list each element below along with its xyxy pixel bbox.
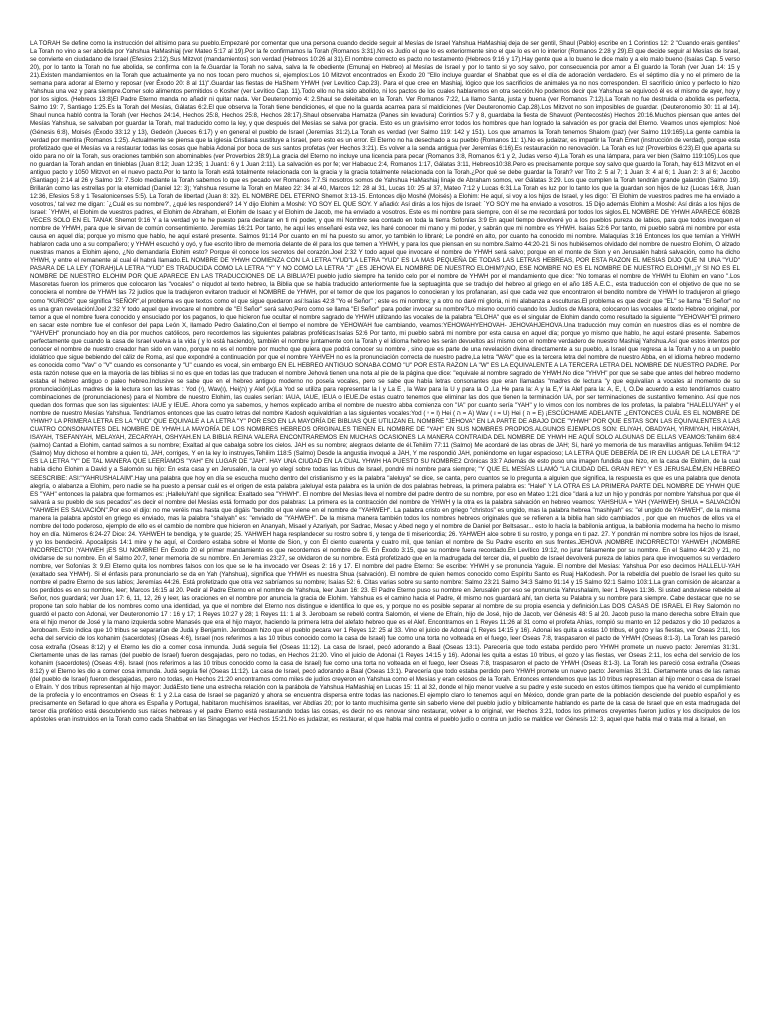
body-paragraph: LA TORAH Se define como la instrucción del altísimo para su pueblo.Empezaré por comentar que una persona cuando decide seguir al Mesías de Israel Yahshua HaMashiaj deja de ser gentil, Shaul (Pablo) escribe en 1 Corintios 12: 2 "Cuando erais gentiles" La Torah no vino a ser abolida por Yahshua HaMashiaj (ver Mateo 5:17 al 19).Por la fe confirmamos la Torah (Romanos 3:31).No es Judío el que lo es exteriormente sino el que lo es en lo interior (Romanos 2:28 y 29).El que decide seguir al Mesías de Israel, se convierte en ciudadano de Israel (Efesios 2:12).Sus Mitzvot (mandamientos) son verdad (Hebreos 10:26 al 31).El nombre correcto es pacto no testamento (Hebreos 9:16 y 17).Hay gente que a lo bueno le dice malo y a elo malo bueno (Isaías Cap. 5 verso 20), por lo tanto la Torah no fue abolida, se confirma con la fe.Guardar la Torah no salva, salva la fe obediente (Emunaj en Hebreo) al Mesías de Israel y por lo tanto si yo soy salvo, por consecuencia por amor a Él guardo la Torah (ver Juan 14: 15 y 21).Existen mandamientos en la Torah que actualmente ya no nos tocan pero muchos si, ejemplos:Los 10 Mitzvot encontrados en Éxodo 20 "Ello incluye guardar el Shabbat que es el día de adoración verdadero. Es el séptimo día y no el primero de la semana para adorar al Eterno y reposar (ver Éxodo 20: 8 al 11)".Guardar las fiestas de HaShem YHWH (ver Levítico Cap.23). Para el que cree en Mashiaj, lógico que los sacrificios de animales ya no nos corresponden. El sacrificio único y perfecto lo hizo Yahshua una vez y para siempre.Comer solo alimentos permitidos o Kosher (ver Levítico Cap. 11).Todo ello no ha sido abolido, ni los pactos de los cuales hablaremos en otra sección.No podemos decir que Yahshua se equivocó él es el mismo de ayer, hoy y por los siglos. (Hebreos 13:8)El Padre Eterno manda no añadir ni quitar nada. Ver Deuteronomio 4: 2.Shaul se deleitaba en la Torah. Ver Romanos 7:22, La llamo Santa, justa y buena (ver Romanos 7:12).La Torah no fue destruida o abolida es perfecta, Salmo 19: 7, Santiago 1:25.Es la Torah del Mesías, Gálatas 6:2.El que observa la Torah tiene bendiciones, el que no la guarda acarrea para sí maldiciones (Ver Deuteronomio Cap.28).Los Mitzvot no son imposibles de guardar. (Deuteronomio 30: 11 al 14). Shaul nunca habló contra la Torah (ver Hechos 24:14, Hechos 25:8, Hechos 25:8, Hechos 28:17).Shaul observaba Hamatza (Panes sin levadura) Corintios 5:7 y 8, guardaba la fiesta de Shavuot (Pentecostés) Hechos 20:16.Muchos piensan que antes del Mesías Yahshua, se salvaban por guardar la Torah, mal traducido como la ley, y que después del Mesías se salva por gracia. Esto es un gravísimo error todos los hombres que han logrado la salvación es por gracia del Eterno. Veamos unos ejemplos: Noé (Génesis 6:8), Moisés (Éxodo 33:12 y 13), Gedeón (Jueces 6:17) y en general el pueblo de Israel (Jeremías 31:2).La Torah es verdad (ver Salmo 119: 142 y 151). Los que amamos la Torah tenemos Shalom (paz) (ver Salmo 119:165).La gente cambia la verdad por mentira (Romanos 1:25). Actualmente se piensa que la iglesia Cristiana sustituye a Israel, pero esto es un error. El Eterno no ha desechado a su pueblo (Romanos 11: 1).No es judaizar, es impartir la Torah Emet (instrucción de verdad), porque esta profetizado que el Mesías va a restaurar todas las cosas que había Adonai por boca de sus santos profetas (ver Hechos 3:21). Es volver a la senda antigua (ver Jeremías 6:16).Es restauración no renovación. La Torah es luz (Proverbios 6:23).El que aparta su oído para no oír la Torah, sus oraciones también son abominables (ver Proverbios 28:9).La gracia del Eterno no incluye una licencia para pecar (Romanos 3:8, Romanos 6:1 y 2, Judas verso 4).La Torah es una lámpara, para ver bien (Salmo 119:105).Los que no guardan la Torah andan en tinieblas (Juan 8:12; Juan 12:35; 1 Juan1: 6 y 1 Juan 2:11). La salvación es por fe; ver Habacuc 2:4, Romanos 1:17, Gálatas 3:11, Hebreos10:38.Pero es precisamente porque soy salvo que guardo la Torah, hay 613 Mitzvot en el antiguo pacto y 1050 Mitzvot en el nuevo pacto.Por lo tanto la Torah está totalmente relacionada con la gracia y la gracia totalmente relacionada con la Torah.¿Por qué se debe guardar la Torah? ver Tito 2: 5 al 7; 1 Juan 3: 4 al 6; 1 Juan 2: 3 al 6; Jacobo (Santiago) 2:14 al 26 y Salmo 19: 7.Solo mediante la Torah sabemos lo que es pecado ver Romanos 7:7.Si nosotros somos de Yahshua HaMashiaj linaje de Abraham somos, ver Gálatas 3:29. Los que cumplen la Torah tendrán grande galardón (Salmo 19). Brillarán como las estrellas por la eternidad (Daniel 12: 3); Yahshua resume la Torah en Mateo 22: 34 al 40, Marcos 12: 28 al 31, Lucas 10: 25 al 37, Mateo 7:12 y Lucas 6:31.La Torah es luz por lo tanto los que la guardan son hijos de luz (Lucas 16:8, Juan 12:36, Efesios 5:8 y 1 Tesalonicenses 5:5). La Torah de libertad (Juan 8: 32). EL NOMBRE DEL ETERNO Shemot 3:13-15. Entonces dijo Moshé (Moisés) a Elohim: He aquí, si voy a los hijos de Israel, y les digo: `El Elohim de vuestros padres me ha enviado a vosotros,' tal vez me digan: `¿Cuál es su nombre?', ¿qué les responderé? 14 Y dijo Elohim a Moshé: YO SOY EL QUE SOY. Y añadió: Así dirás a los hijos de Israel: `YO SOY me ha enviado a vosotros. 15 Dijo además Elohim a Moshé: Así dirás a los hijos de Israel: `YHWH, el Elohim de vuestros padres, el Elohim de Abraham, el Elohim de Isaac y el Elohim de Jacob, me ha enviado a vosotros. Este es mi nombre para siempre, con él se me recordará por todos los siglos.EL NOMBRE DE YHWH APARECE 6082B VECES SOLO EN EL TANAK Shemot 9:16 Y a la verdad yo te he puesto para declarar en ti mi poder, y que mi Nombre sea contado en toda la tierra Sofonías 3:9 En aquel tiempo devolveré yo a los pueblos pureza de labios, para que todos invoquen el nombre de YHWH, para que le sirvan de común consentimiento. Jeremías 16:21 Por tanto, he aquí les enseñaré esta vez, les haré conocer mi mano y mi poder, y sabrán que mi nombre es YHWH. Isaías 52:6 Por tanto, mi pueblo sabrá mi nombre por esta causa en aquel día; porque yo mismo que hablo, he aquí estaré presente. Salmos 91:14 Por cuanto en mí ha puesto su amor, yo también lo libraré; Le pondré en alto, por cuanto ha conocido mi nombre. Malaquías 3:16 Entonces los que temían a YHWH hablaron cada uno a su compañero; y YHWH escuchó y oyó, y fue escrito libro de memoria delante de él para los que temen a YHWH, y para los que piensan en su nombre.Salmo 44:20-21 Si nos hubiésemos olvidado del nombre de nuestro Elohim, O alzado nuestras manos a Elohim ajeno, ¿No demandaría Elohim esto? Porque él conoce los secretos del corazón.Joel 2:32 Y todo aquel que invocare el nombre de YHWH será salvo; porque en el monte de Sion y en Jerusalén habrá salvación, como ha dicho YHWH, y entre el remanente al cual él habrá llamado.EL NOMBRE DE YHWH COMIENZA CON LA LETRA "YUD"LA LETRA "YUD" ES LA MAS PEQUEÑA DE TODAS LAS LETRAS HEBREAS, POR ESTA RAZON EL MESIAS DIJO QUE NI UNA "YUD" PASARA DE LA LEY (TORAH)LA LETRA "YUD" ES TRADUCIDA COMO LA LETRA "Y" Y NO COMO LA LETRA "J" ¿ES JEHOVA EL NOMBRE DE NUESTRO ELOHIM?¡NO, ESE NOMBRE NO ES EL NOMBRE DE NUESTRO ELOHIM!,,¡Y SI NO ES EL NOMBRE DE NUESTRO ELOHIM POR QUE APARECE EN LAS TRADUCCIONES DE LA BIBLIA?El pueblo judío siempre ha tenido celo por el nombre de YHWH por el mandamiento que dice: "No tomaras el nombre de YHWH tu Elohim en vano ".Los Masoretas fueron los primeros que colocaron las "vocales" o niqudot al texto hebreo, la Biblia que se había traducido anteriormente fue la septuaginta que se tradujo del hebreo al griego en el año 185 A.E.C., esta traducción con el objetivo de que no se conociera el nombre de YHWH las 72 judíos que la tradujeron evitaron traducir el NOMBRE de YHWH, por el temor de que los paganos lo conocieran y los profanaran, así que cada vez que encontraron el bendito nombre de YHWH lo tradujeron al griego como "KURIOS" que significa "SEÑOR",el problema es que textos como el que sigue quedaron así:Isaías 42:8 "Yo el Señor" ; este es mi nombre; y a otro no daré mi gloria, ni mi alabanza a esculturas.El problema es que decir que "EL" se llama "El Señor" no es una gran revelación!Joel 2:32 Y todo aquel que invocare el nombre de "El Señor" será salvo;Pero como se llama "El Señor" para poder invocar su nombre?Lo mismo ocurrió cuando los Judíos de Masora, colocaron las vocales al texto Hebreo original, por temor a que el nombre fuera conocido y ensuciado por los paganos, lo que hicieron fue ocultar el nombre sagrado de YHWH utilizando las vocales de la palabra "ELOHA" que es el singular de Elohim dando como resultado la siguiente "YEHOVAH"El primero en sacar este nombre fue el confesor del papa León X, llamado Pedro Galatino,Con el tiempo el nombre de YEHOWAH fue cambiando, veamos:YEHOWAHYEHOVAH- JEHOVAHJEHOVA.Una traducción muy común en nuestros días es el nombre de "YAHVEH" pronunciado hoy en día por muchos católicos, pero recordemos las siguientes palabras proféticas:Isaías 52:6 Por tanto, mi pueblo sabrá mi nombre por esta causa en aquel día; porque yo mismo que hablo, he aquí estaré presente. Sabemos perfectamente que cuando la casa de Israel vuelva a la vida ( y lo está haciendo), también el nombre juntamente con la Torah y el idioma hebreo les serán devueltos así mismo con el nombre verdadero de nuestro Mashiaj Yahshua.Así que estos intentos por conocer el nombre de nuestro creador han sido en vano, porque no es el nombre por mucho que quiera que podrá conocer su nombre , sino que es parte de una revelación divina directamente a su pueblo, a Israel que regresa a la Torah y no a un pueblo idolátrico que sigue bebiendo del cáliz de Roma, así que expondré a continuación por que el nombre YAHVEH no es la pronunciación correcta de nuestro padre,La letra "WAV" que es la tercera letra del nombre de nuestro Abba, en el idioma hebreo moderno es conocida como "Vav" o "V" cuando es consonante y "U" cuando es vocal, sin embargo EN EL HEBREO ANTIGUO SONABA COMO "U" POR ESTA RAZON LA "W" ES LA EQUIVALENTE A LA TERCERA LETRA DEL NOMBRE DE NUESTRO PADRE. Por esta razón notese que en la mayoría de las biblias si no es que en todas las que traducen el nombre Jehová tienen una nota al pie de la página que dice: "equivale al nombre sagrado de YHWH.No dice "YHVH" por que se sabe que antes del hebreo moderno estaba el hebreo antiguo o paleo hebreo.Inclusive se sabe que en el hebreo antiguo moderno no poseía vocales, pero se sabe que había letras consonantes que eran llamadas "madres de lectura "y que equivalían a vocales al momento de su pronunciación)Las madres de la lectura son las letras : Yod (י), Wav(ו), Hei(ה) y Alef (א)La Yod se utiliza para representar la I y La E , la Wav para la U y para la O ,La He para la: A y la E,Y la Alef para la: A, E, I, O.De acuerdo a esto tendríamos cuatro combinaciones de (pronunciaciones) para el Nombre de nuestro Elohim, las cuales serían: IAUA, IAUE, IEUA o IEUE.De estas cuatro tenemos que eliminar las dos que tienen la terminación UA, por ser terminaciones de sustantivo femenino. Así que nos quedan dos formas que son las siguientes: IAUE y IEUE. Ahora como ya sabemos, y hemos explicado arriba el nombre de nuestro abba comienza con "IA" por cuanto sería "YAH" y lo vimos con los nombres de los profetas, la palabra "HALELUYAH" y el nombre de nuestro Mesías Yahshua. Tendríamos entonces que las cuatro letras del nombre Kadosh equivaldrían a las siguientes vocales:Yod ( י = I) Hei ( ה = A) Wav ( ו = U) Hei ( ה = E) ¡ESCÚCHAME ADELANTE ,¿ENTONCES CUÁL ES EL NOMBRE DE YHWH? LA PRIMERA LETRA ES LA "YUD" QUE EQUIVALE A LA LETRA "Y" POR ESO EN LA MAYORÍA DE BIBLIAS QUE UTILIZAN EL NOMBRE "JEHOVA" EN LA PARTE DE ABAJO DICE "YHWH" POR QUE ESTAS SON LAS EQUIVALENTES A LAS CUATRO CONSONANTES DEL NOMBRE DE YHWH.LA MAYORÍA DE LOS NOMBRES HEBREOS ORIGINALES TIENEN EL NOMBRE DE "YAH" EN SUS NOMBRES PROPIOS.ALGUNOS EJEMPLOS SON: ELIYAH, OBADYAH, YIRMIYAH, HIKAYAH, ISAYAH, TSEFANYAH, MELAYAH, ZECARYAH, OSHYAH.EN LA BIBLIA REINA VALERA ENCONTRAREMOS EN MUCHAS OCASIONES LA MANERA CONTRAIDA DEL NOMBRE DE YHWH HE AQUÍ SOLO ALGUNAS DE ELLAS VEAMOS:Tehilim 68:4 (salmo) Cantad a Elohim, cantad salmos a su nombre; Exaltad al que cabalga sobre los cielos. JAH es su nombre; alegraos delante de él.Tehilim 77:11 (Salmo) Me acordaré de las obras de JAH; Sí, haré yo memoria de tus maravillas antiguas.Tehilim 94:12 (Salmo) Muy dichoso el hombre a quien tú, JAH, corriges, Y en la ley lo instruyes,Tehilim 118:5 (Salmo) Desde la angustia invoqué a JAH, Y me respondió JAH, poniéndome en lugar espacioso; LA LETRA QUE DEBERÍA DE IR EN LUGAR DE LA LETRA "J" ES LA LETRA "Y" DE TAL MANERA QUE LEERÍAMOS "YAH" EN LUGAR DE "JAH". HAY UNA CIUDAD EN LA CUAL YHWH HA PUESTO SU NOMBRE2 Crónicas 33:7 Además de esto puso una imagen fundida que hizo, en la casa de Elohim, de la cual había dicho Elohim a David y a Salomón su hijo: En esta casa y en Jerusalén, la cual yo elegí sobre todas las tribus de Israel, pondré mi nombre para siempre; "Y QUE EL MESÍAS LLAMÓ "LA CIUDAD DEL GRAN REY" Y ES JERUSALÉM,EN HEBREO SEESCRIBE: ASI:"YAHRUSHALAIM".Hay una palabra que hoy en día se escucha mucho dentro del cristianismo y es la palabra "aleluya" se dice, se canta, pero cuantos se lo pregunta a alguien que significa, la respuesta es que es una palabra que denota alegría, o alabanza a Elohim, pero nadie se ha puesto a pensar cuál es el origen de esta palabra ¡aleluya! esta palabra es la unión de dos palabras hebreas, la primera palabra es: "Halel" Y LA OTRA ES LA PRIMERA PARTE DEL NOMBRE DE YHWH QUE ES "YAH" entonces la palabra que formamos es: ¡HalleluYah! que significa: Exaltado sea "YHWH". El nombre del Mesías lleva el nombre del padre dentro de su nombre, por eso en Mateo 1:21 dice "dará a luz un hijo y pondrás por nombre Yahshua por que él salvará a su pueblo de sus pecados".es decir el nombre del Mesías está formado por dos palabras: La primera es la contracción del nombre de YHWH y la otra es la palabra salvación en hebreo veamos: YAHSHUA = YAH (YAHWEH) SHUA = SALVACIÓN "YAHWEH ES SALVACIÓN".Por eso el dijo: no me veréis mas hasta que digáis "bendito el que viene en el nombre de "YAHWEH". La palabra cristo en griego "christos" es ungido, mas la palabra hebrea "mashiyah" es: "el ungido de YAHWEH", de la misma manera la palabra apóstol en griego es enviado, mas la palabra "shalyah" es: "enviado de "YAHWEH". De la misma manera también todos los nombres hebreos originales que se refieren a la biblia han sido cambiados , por que en muchos de ellos va el nombre del todo poderoso, ejemplo de ello es el cambio de nombre que hicieron en Ananyah, Misael y Azariyah, por Sadrac, Mesac y Abed nego y el nombre de Daniel por Beltsasar... esto lo hacía la babilonia antigua, la babilonia moderna ha hecho lo mismo hoy en día. Números 6:24-27 Dice: 24. YAHWEH te bendiga, y te guarde; 25. YAHWEH haga resplandecer su rostro sobre ti, y tenga de ti misericordia; 26. YAHWEH alce sobre ti su rostro, y ponga en ti paz. 27. Y pondrán mi nombre sobre los hijos de Israel, y yo los bendeciré. Apocalipsis 14:1 mire y he aquí, el Cordero estaba sobre el Monte de Sion, y con Él ciento cuarenta y cuatro mil, que tenían el nombre de Su Padre escrito en sus frentes.JEHOVA ¡NOMBRE INCORRECTO! YAHWEH ¡NOMBRE INCORRECTO! ;YAHWEH ¡ES SU NOMBRE! En Éxodo 20 el primer mandamiento es que recordemos el nombre de Él. En Éxodo 3:15, que su nombre fuera recordado.En Levítico 19:12, no jurar falsamente por su nombre. En el Salmo 44:20 y 21, no olvidarse de su nombre. En el Salmo 20:7, tener memoria de su nombre. En Jeremías 23:27, se olvidaron de su nombre. Está profetizado que en la madrugada del tercer día, el pueblo de Israel devolverá pureza de labios para que invoquemos su verdadero nombre, ver Sofonías 3: 9.El Eterno quita los nombres falsos con los que se le ha invocado ver Oseas 2: 16 y 17. El nombre del padre Eterno: Se escribe: YHWH y se pronuncia Yaguie. El nombre del Mesías: Yahshua Por eso decimos HALLELU-YAH (exaltado sea YHWH). Si el énfasis para pronunciarlo se da en Yah (Yahshua), significa que YHWH es nuestra Shua (salvación). El nombre de quien hemos conocido como Espíritu Santo es Ruaj HaKodesh. Por la rebeldía del pueblo de Israel les quito su nombre el padre Eterno de sus labios; Jeremías 44:26. Está profetizado que otra vez sabríamos su nombre; Isaías 52: 6. Citas varias sobre su santo nombre: Salmo 23:21 Salmo 34:3 Salmo 91:14 y 15 Salmo 92:1 Salmo 103:1.La gran comisión de alcanzar a los perdidos es en su nombre, leer; Marcos 16:15 al 20. Pedir al Padre Eterno en el nombre de Yahshua, leer Juan 16: 23. El Padre Eterno puso su nombre en Jerusalén por eso se pronuncia Yahrushalaim, leer 1 Reyes 11:36. Si usted anduviese rebelde al Señor, nos guardará; ver Juan 17: 6, 11, 12, 26 y leer, las oraciones en el nombre por anuncia la gracia de Elohim. Yahshua es el camino hacia el Padre, él mismo nos guardará ahí, tan cierta su Palabra y su nombre para siempre. Cabe destacar que no se propone tan solo hablar de los nombres como una identidad, ya que el nombre del Eterno nos distingue e identifica lo que es, y porque no es posible separar al nombre de su propia esencia y definición.Las DOS CASAS DE ISRAEL El Rey Salomón no guardó el pacto con Adonai, ver Deuteronomio 17 : 16 y 17; 1 Reyes 10:27 y 28; 1 Reyes 11: 1 al 3. Jeroboam se rebeló contra Salomón, el viene de Efraín, hijo de José, hijo de Jacob, ver Génesis 48: 5 al 20. Jacob puso la mano derecha sobre Efraín que era el hijo menor de José y la mano izquierda sobre Manasés que era el hijo mayor, haciendo la primera letra del alefato hebreo que es el Alef. Encontramos en 1 Reyes 11:26 al 31 como el profeta Ahías, rompió su manto en 12 pedazos y dio 10 pedazos a Jeroboam. Esto indica que 10 tribus se separarían de Judá y Benjamín. Jeroboam hizo que el pueblo pecara ver 1 Reyes 12: 25 al 33. Vino el juicio de Adonai (1 Reyes 14:15 y 16). Adonai les quita a estas 10 tribus, el gozo y las fiestas, ver Oseas 2:11, los echa del servicio de los kohanim (sacerdotes) (Oseas 4:6), Israel (nos referimos a las 10 tribus conocido como la casa de Israel) fue como una torta no volteada en el fuego, leer Oseas 7:8, traspasaron el pacto de YHWH (Oseas 8:1-3). La Torah les pareció cosa extraña (Oseas 8:12) y el Eterno les dio a comer cosa inmunda. Judá seguía fiel (Oseas 11:12). La casa de Israel, pecó adorando a Baal (Oseas 13:1). Parecería que todo estaba perdido pero YHWH promete un nuevo pacto: Jeremías 31:31. Ciertamente unas de las ramas (del pueblo de Israel) fueron desgajadas, pero no todas, en Hechos 21:20. Vino el juicio de Adonai (1 Reyes 14:15 y 16). Adonai les quita a estas 10 tribus, el gozo y las fiestas, ver Oseas 2:11, los echa del servicio de los kohanim (sacerdotes) (Oseas 4:6). Israel (nos referimos a las 10 tribus conocido como la casa de Israel) fue como una torta no volteada en el fuego, leer Oseas 7:8, traspasaron el pacto de YHWH (Oseas 8:1-3). La Torah les pareció cosa extraña (Oseas 8:12) y el Eterno les dio a comer cosa inmunda. Judá seguía fiel (Oseas 11:12). La casa de Israel, pecó adorando a Baal (Oseas 13:1). Parecería que todo estaba perdido pero YHWH promete un nuevo pacto: Jeremías 31:31. Ciertamente unas de las ramas (del pueblo de Israel) fueron desgajadas, pero no todas, en Hechos 21:20 encontramos como miles de judíos creyeron en Yahshua como el Mesías y eran celosos de la Torah. Entonces entendemos que las 10 tribus representan al hijo menor o casa de Israel o Efraín. Y dos tribus representan al hijo mayor: JudáEsto tiene una estrecha relación con la parábola de Yahshua HaMashiaj en Lucas 15: 11 al 32, donde el hijo menor vuelve a su padre y este sucedo en estos últimos tiempos que ha venido el cumplimiento de la profecía y lo encontramos en Oseas 6: 1 y 2.La casa de Israel se paganizó y ahora se encuentra dispersa entre todas las naciones.El ejemplo claro lo tenemos aquí en México, donde gran parte de la población desciende del pueblo español y es precisamente en Sefarad lo que ahora es España y Portugal, habitaron muchísimos israelitas, ver Abdías 20; por lo tanto muchísima gente sin saberlo viene del pueblo judío y bíblicamente hablando es parte de la casa de Israel que en esta madrugada del tercer día profético está descubriendo sus raíces hebreas y el padre Eterno está restaurando todas las cosas, es decir no es renovar sino restaurar, volver a lo original, ver Hechos 3:21, todos los primeros creyentes fueron judíos y los discípulos de los apóstoles eran instruidos en la Torah como cada Shabbat en las Sinagogas ver Hechos 15:21.No es judaizar, es restaurar, el que habla mal contra el pueblo judío o contra un judío se maldice ver Génesis 12: 3, aquel que habla mal o trata mal a Israel, en [30,40,740,723]
